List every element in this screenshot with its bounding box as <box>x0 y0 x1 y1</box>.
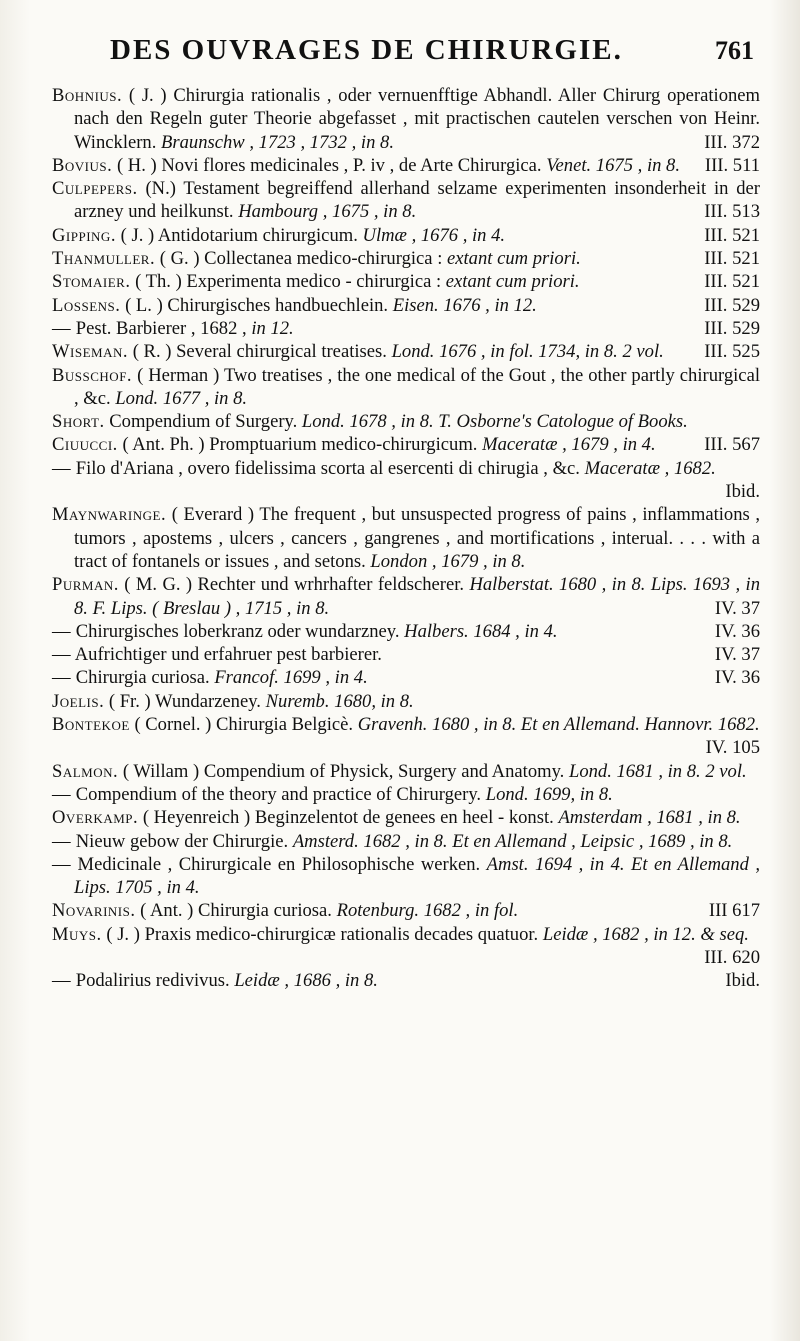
entry-title: Podalirius redivivus. <box>75 970 230 992</box>
entry-imprint: in 12. <box>251 317 294 339</box>
entry-reference: IV. 36 <box>714 620 760 642</box>
entry-imprint: Lond. 1699, in 8. <box>485 783 613 805</box>
bibliography-entry <box>52 666 760 689</box>
entry-reference: Ibid. <box>725 481 760 503</box>
entry-reference: III. 513 <box>704 201 760 223</box>
entry-author: Gipping. <box>52 224 116 246</box>
entry-title: Medicinale , Chirurgicale en Philosophische werken. <box>77 853 481 875</box>
bibliography-entry <box>52 433 760 456</box>
entry-author: — <box>52 317 72 339</box>
entry-title: Aufrichtiger und erfahruer pest barbierer. <box>74 644 382 666</box>
bibliography-entry <box>52 783 760 806</box>
entry-imprint: extant cum priori. <box>447 248 581 270</box>
entry-imprint: Gravenh. 1680 , in 8. Et en Allemand. Hannovr. 1682. <box>357 714 760 736</box>
entry-author: Lossens. <box>52 294 121 316</box>
entry-title: ( Everard ) The frequent , but unsuspected progress of pains , inflammations , tumors , apostems , ulcers , cancers , gangrenes , and mortifications , interual. . . . with a tract of fontanels or issues , and setons. <box>74 504 760 572</box>
entry-title: ( G. ) Collectanea medico-chirurgica : <box>159 248 443 270</box>
entry-author: Bovius. <box>52 154 113 176</box>
entry-imprint: Francof. 1699 , in 4. <box>214 667 368 689</box>
bibliography-entry <box>52 177 760 224</box>
entry-author: Maynwaringe. <box>52 504 167 526</box>
entry-title: ( J. ) Antidotarium chirurgicum. <box>120 224 358 246</box>
entry-title: ( Ant. Ph. ) Promptuarium medico-chirurgicum. <box>122 434 478 456</box>
entry-imprint: London , 1679 , in 8. <box>370 550 526 572</box>
entry-title: Chirurgisches loberkranz oder wundarzney. <box>75 620 400 642</box>
entry-title: ( Herman ) Two treatises , the one medical of the Gout , the other partly chirurgical , &c. <box>74 364 760 409</box>
entry-imprint: Halbers. 1684 , in 4. <box>404 620 558 642</box>
bibliography-entry <box>52 923 760 970</box>
entry-imprint: Rotenburg. 1682 , in fol. <box>336 900 519 922</box>
entry-author: — <box>52 830 72 852</box>
bibliography-entry <box>52 643 760 666</box>
entry-author: — <box>52 853 72 875</box>
entry-title: ( Fr. ) Wundarzeney. <box>108 690 261 712</box>
bibliography-entry <box>52 573 760 620</box>
bibliography-entry <box>52 690 760 713</box>
bibliography-entry <box>52 457 760 504</box>
entry-author: Salmon. <box>52 760 119 782</box>
entry-imprint: Halberstat. 1680 , in 8. Lips. 1693 , in 8. F. Lips. ( Breslau ) , 1715 , in 8. <box>74 574 761 619</box>
entry-title: (N.) Testament begreiffend allerhand selzame experimenten insonderheit in der arzney und heilkunst. <box>74 178 760 223</box>
entry-author: Culpepers. <box>52 178 138 200</box>
bibliography-entry <box>52 853 760 900</box>
bibliography-entry <box>52 760 760 783</box>
bibliography-entry <box>52 224 760 247</box>
entry-title: ( J. ) Praxis medico-chirurgicæ rationalis decades quatuor. <box>106 923 539 945</box>
entry-author: Overkamp. <box>52 807 139 829</box>
bibliography-entry <box>52 247 760 270</box>
entry-author: — <box>52 644 72 666</box>
entry-title: ( Heyenreich ) Beginzelentot de genees en heel - konst. <box>142 807 554 829</box>
entry-imprint: Maceratæ , 1682. <box>584 457 716 479</box>
entry-title: Compendium of Surgery. <box>109 411 298 433</box>
entry-author: — <box>52 970 72 992</box>
entry-title: ( H. ) Novi flores medicinales , P. iv , de Arte Chirurgica. <box>116 154 542 176</box>
entry-title: ( Cornel. ) Chirurgia Belgicè. <box>134 714 354 736</box>
entry-author: Wiseman. <box>52 341 129 363</box>
entry-imprint: Lond. 1681 , in 8. 2 vol. <box>568 760 747 782</box>
entry-imprint: Lond. 1678 , in 8. T. Osborne's Catologue of Books. <box>301 411 688 433</box>
entry-reference: III. 372 <box>704 131 760 153</box>
entry-author: — <box>52 667 72 689</box>
entry-reference: III. 529 <box>704 317 760 339</box>
entry-reference: IV. 105 <box>705 737 760 759</box>
entry-reference: III. 521 <box>704 224 760 246</box>
entry-imprint: Maceratæ , 1679 , in 4. <box>482 434 656 456</box>
entry-imprint: Ulmæ , 1676 , in 4. <box>362 224 506 246</box>
entry-imprint: extant cum priori. <box>445 271 580 293</box>
entry-author: Bohnius. <box>52 85 123 106</box>
entry-title: ( M. G. ) Rechter und wrhrhafter feldscherer. <box>124 574 465 596</box>
entry-reference: III. 525 <box>704 341 760 363</box>
entry-imprint: Amsterdam , 1681 , in 8. <box>558 807 741 829</box>
entry-reference: III. 521 <box>704 248 760 270</box>
entry-reference: IV. 37 <box>714 644 760 666</box>
bibliography-entry <box>52 806 760 829</box>
entry-author: Thanmuller. <box>52 248 156 270</box>
bibliography-entry <box>52 830 760 853</box>
entry-imprint: Amsterd. 1682 , in 8. Et en Allemand , Leipsic , 1689 , in 8. <box>292 830 733 852</box>
entry-imprint: Eisen. 1676 , in 12. <box>392 294 537 316</box>
entry-reference: III. 511 <box>704 154 760 176</box>
entry-author: Short. <box>52 411 105 433</box>
entry-title: ( L. ) Chirurgisches handbuechlein. <box>125 294 389 316</box>
bibliography-entry <box>52 620 760 643</box>
bibliography-entry <box>52 969 760 992</box>
entry-author: Stomaier. <box>52 271 131 293</box>
entry-imprint: Amst. 1694 , in 4. Et en Allemand , Lips. 1705 , in 4. <box>74 853 760 899</box>
entry-author: Purman. <box>52 574 119 596</box>
entry-author: — <box>52 620 72 642</box>
entry-title: ( Th. ) Experimenta medico - chirurgica : <box>135 271 442 293</box>
entry-imprint: Braunschw , 1723 , 1732 , in 8. <box>161 131 394 153</box>
entry-imprint: Hambourg , 1675 , in 8. <box>238 201 417 223</box>
entry-title: Pest. Barbierer , 1682 , <box>75 317 247 339</box>
bibliography-entry <box>52 503 760 573</box>
entry-author: — <box>52 783 72 805</box>
bibliography-list <box>52 84 760 993</box>
entry-author: Joelis. <box>52 690 105 712</box>
entry-author: Novarinis. <box>52 900 136 922</box>
bibliography-entry <box>52 899 760 922</box>
bibliography-entry <box>52 84 760 154</box>
page-header <box>52 34 760 80</box>
entry-title: ( J. ) Chirurgia rationalis , oder vernuenfftige Abhandl. Aller Chirurg operationem nach den Regeln guter Theorie abgefasset , mit practischen cautelen verschen von Heinr. Wincklern. <box>74 85 760 153</box>
entry-reference: III 617 <box>708 900 760 922</box>
entry-imprint: Lond. 1676 , in fol. 1734, in 8. 2 vol. <box>391 341 664 363</box>
entry-reference: Ibid. <box>725 970 760 992</box>
entry-author: — <box>52 457 72 479</box>
entry-author: Ciuucci. <box>52 434 118 456</box>
entry-title: Filo d'Ariana , overo fidelissima scorta al esercenti di chirugia , &c. <box>75 457 580 479</box>
entry-imprint: Lond. 1677 , in 8. <box>115 387 248 409</box>
running-title: DES OUVRAGES DE CHIRURGIE. <box>110 34 623 66</box>
entry-imprint: Leidæ , 1682 , in 12. & seq. <box>542 923 749 945</box>
entry-title: Chirurgia curiosa. <box>75 667 210 689</box>
entry-reference: III. 567 <box>704 434 760 456</box>
entry-reference: III. 620 <box>704 946 760 968</box>
bibliography-entry <box>52 294 760 317</box>
entry-imprint: Venet. 1675 , in 8. <box>546 154 681 176</box>
entry-imprint: Leidæ , 1686 , in 8. <box>234 970 378 992</box>
bibliography-entry <box>52 410 760 433</box>
entry-title: ( R. ) Several chirurgical treatises. <box>132 341 387 363</box>
entry-title: ( Willam ) Compendium of Physick, Surgery and Anatomy. <box>122 760 565 782</box>
bibliography-entry <box>52 270 760 293</box>
entry-imprint: Nuremb. 1680, in 8. <box>265 690 414 712</box>
entry-reference: III. 529 <box>704 294 760 316</box>
entry-author: Busschof. <box>52 364 133 386</box>
entry-title: Nieuw gebow der Chirurgie. <box>75 830 289 852</box>
bibliography-entry <box>52 364 760 411</box>
page-number: 761 <box>715 36 754 65</box>
bibliography-entry <box>52 317 760 340</box>
entry-reference: IV. 36 <box>714 667 760 689</box>
bibliography-entry <box>52 154 760 177</box>
bibliography-entry <box>52 713 760 760</box>
entry-author: Bontekoe <box>52 714 130 736</box>
entry-title: Compendium of the theory and practice of Chirurgery. <box>75 783 482 805</box>
entry-title: ( Ant. ) Chirurgia curiosa. <box>140 900 332 922</box>
entry-reference: III. 521 <box>704 271 760 293</box>
bibliography-entry <box>52 340 760 363</box>
entry-author: Muys. <box>52 923 102 945</box>
entry-reference: IV. 37 <box>714 597 760 619</box>
